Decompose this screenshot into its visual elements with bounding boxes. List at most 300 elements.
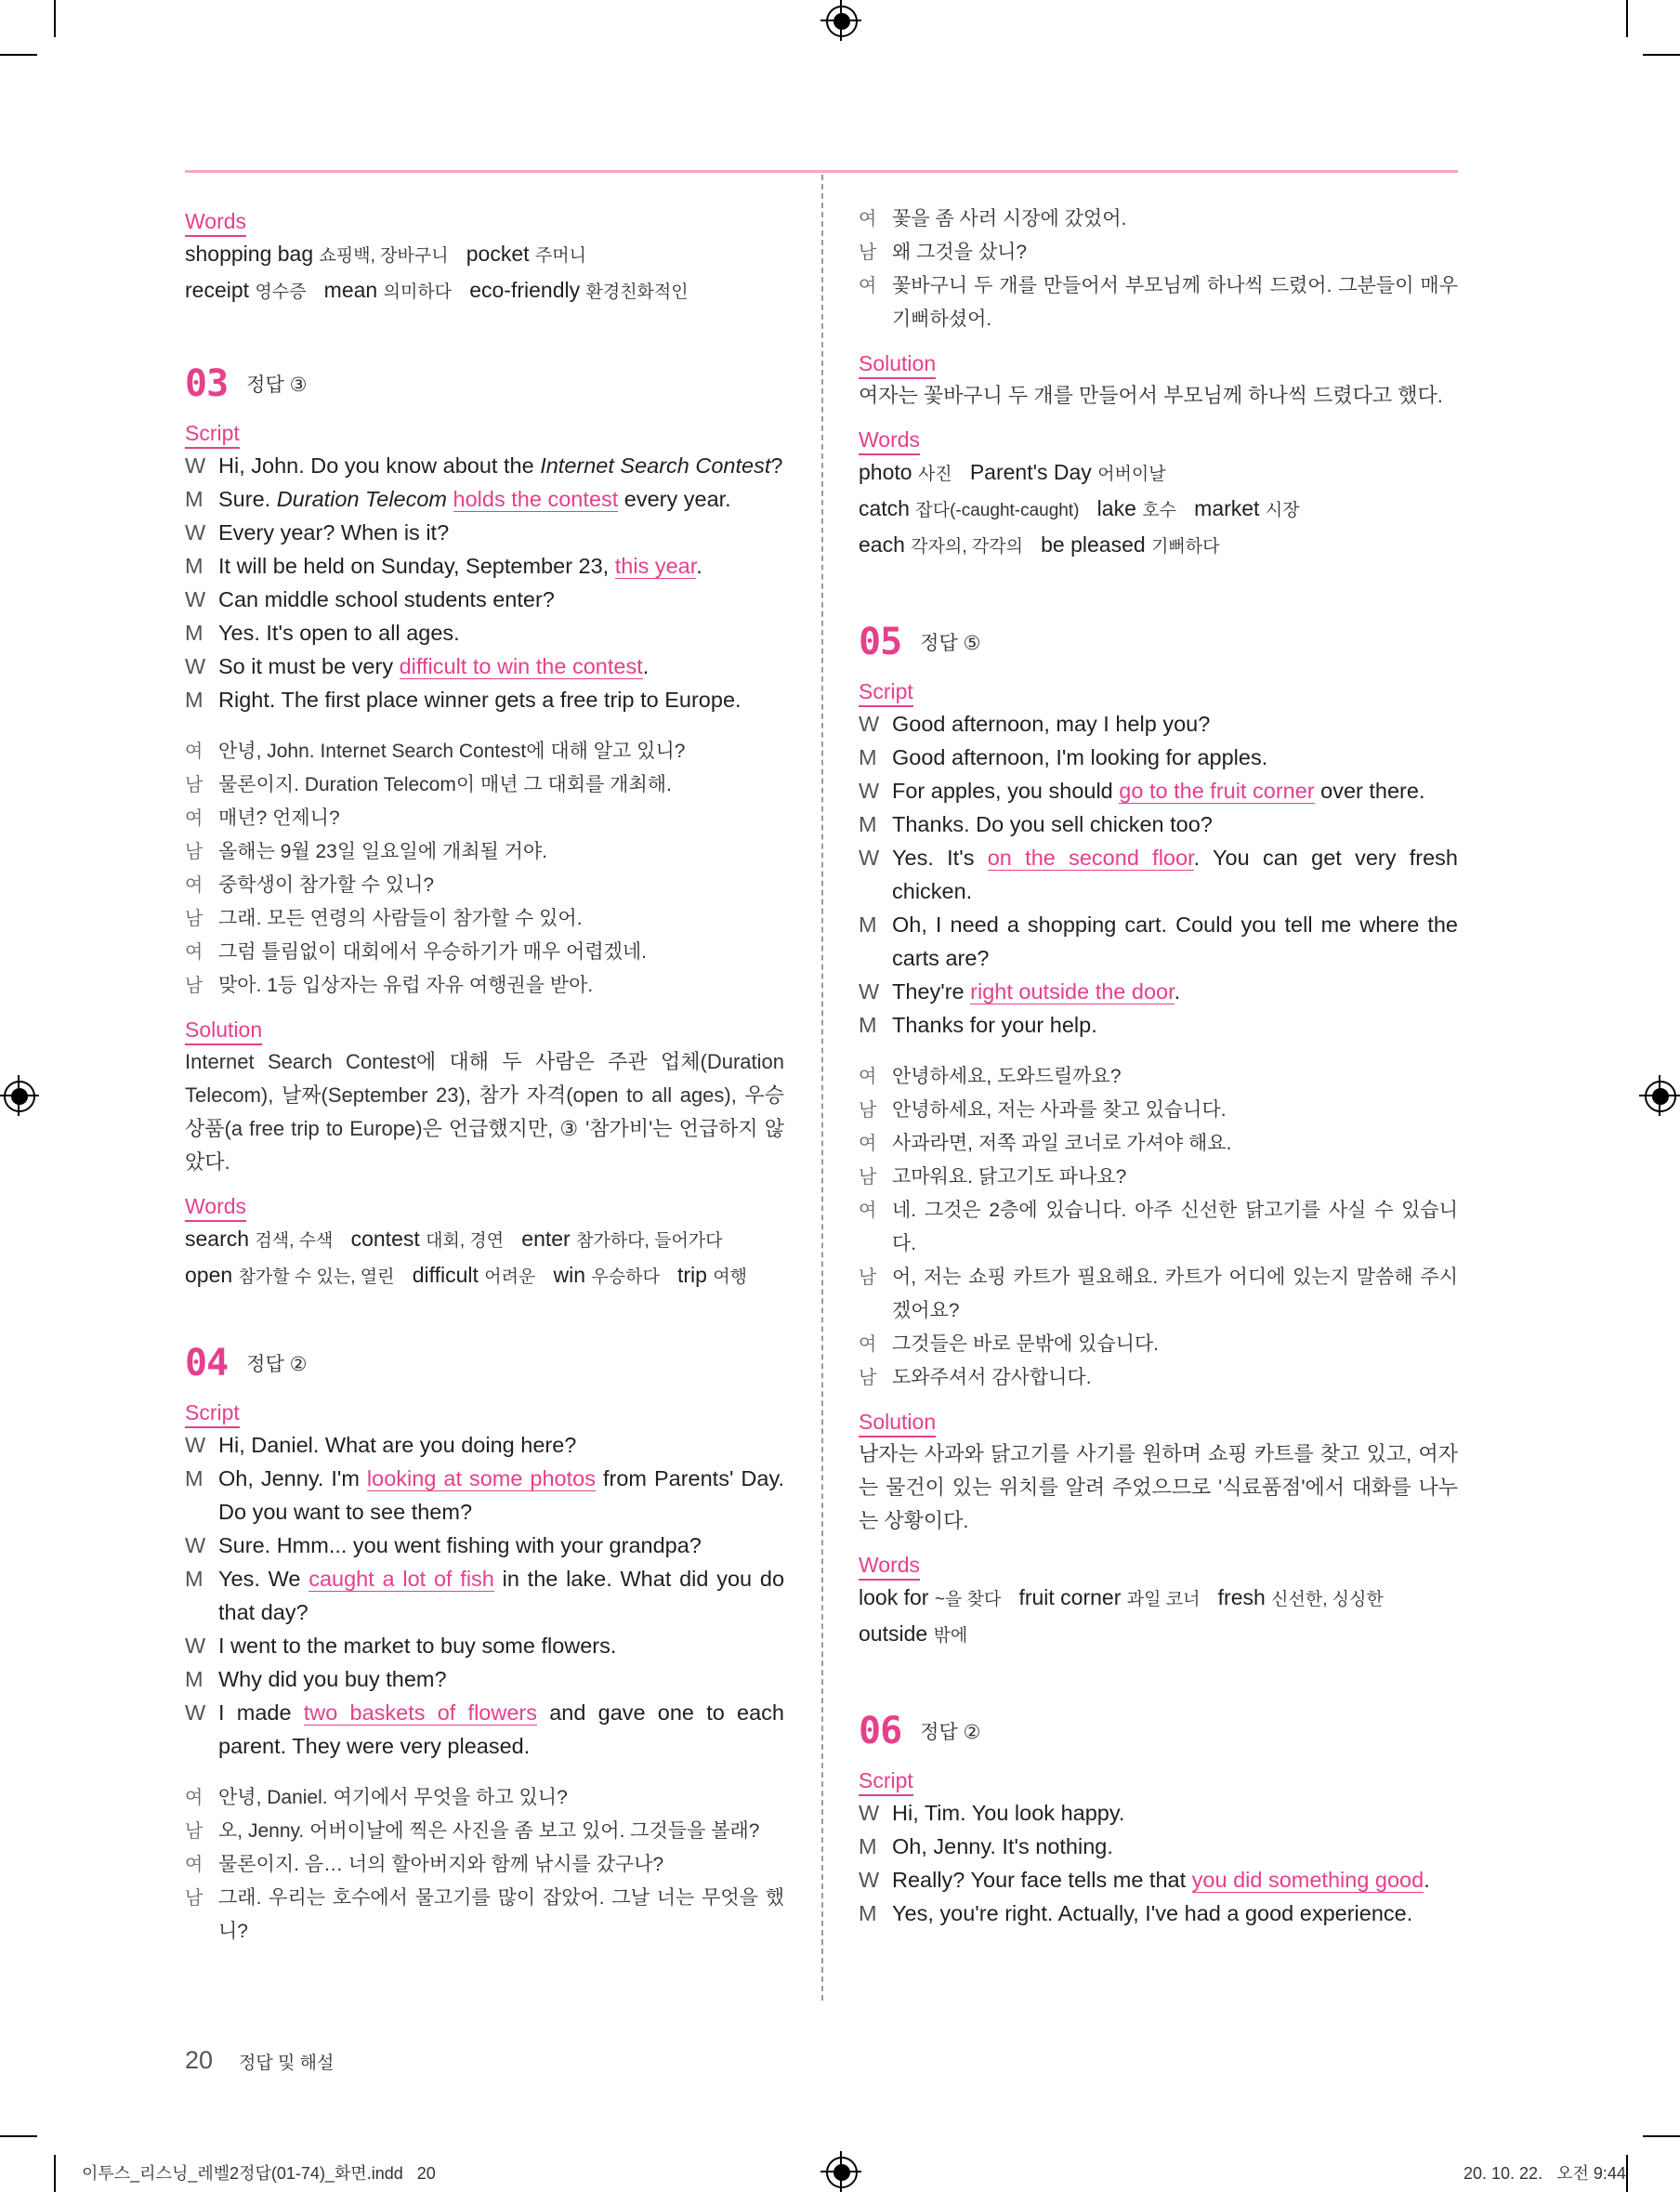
speaker-label: M	[185, 1567, 203, 1591]
translation-text: 도와주셔서 감사합니다.	[892, 1367, 1092, 1388]
registration-mark-icon	[4, 1081, 35, 1112]
word-english: difficult	[412, 1263, 479, 1287]
dialogue-text	[892, 975, 1458, 1008]
speaker-label: 여	[185, 1855, 203, 1875]
dialogue-line	[859, 774, 1458, 807]
word-english: catch	[859, 496, 910, 520]
word-english: lake	[1096, 496, 1136, 520]
dialogue-line	[859, 841, 1458, 908]
word-korean: 밖에	[933, 1626, 968, 1646]
word-english: pocket	[466, 242, 530, 266]
speaker-label: 남	[185, 842, 203, 862]
translation-line	[859, 1194, 1458, 1261]
word-english: each	[859, 532, 905, 557]
dialogue-line	[185, 650, 784, 683]
text-run: Sure. Hmm... you went fishing with your grandpa?	[218, 1533, 702, 1557]
translation-line	[185, 802, 784, 835]
speaker-label: W	[185, 654, 206, 678]
text-run: Why did you buy them?	[218, 1667, 447, 1691]
text-run: Really? Your face tells me that	[892, 1868, 1192, 1892]
dialogue-text	[218, 449, 784, 482]
translation-text: 올해는 9월 23일 일요일에 개최될 거야.	[218, 841, 548, 862]
translation-text: 맞아. 1등 입상자는 유럽 자유 여행권을 받아.	[218, 975, 594, 996]
registration-mark-icon	[826, 6, 858, 37]
word-korean: 시장	[1265, 501, 1300, 520]
dialogue-line	[859, 707, 1458, 741]
script-dialogue	[185, 1428, 784, 1763]
speaker-label: W	[185, 1700, 206, 1725]
text-run: Right. The first place winner gets a free trip to Europe.	[218, 688, 742, 712]
translation-line	[185, 936, 784, 969]
dialogue-line	[185, 616, 784, 650]
translation-line	[185, 1848, 784, 1882]
dialogue-text	[892, 807, 1458, 841]
dialogue-line	[185, 449, 784, 482]
speaker-label: W	[859, 1868, 880, 1892]
speaker-label: M	[859, 1834, 877, 1858]
answer-key: 정답 ③	[246, 374, 308, 396]
question-header	[859, 1705, 1458, 1757]
word-english: market	[1194, 496, 1260, 520]
translation-text: 네. 그것은 2층에 있습니다. 아주 신선한 닭고기를 사실 수 있습니다.	[892, 1200, 1458, 1254]
section-title: 정답 및 해설	[239, 2054, 335, 2073]
text-run: .	[1424, 1868, 1430, 1892]
translation-text: 꽃바구니 두 개를 만들어서 부모님께 하나씩 드렸어. 그분들이 매우 기뻐하셨어.	[892, 275, 1458, 330]
speaker-label: 여	[859, 276, 877, 296]
word-korean: 쇼핑백, 장바구니	[319, 246, 449, 266]
words-line	[185, 273, 784, 309]
word-english: enter	[521, 1227, 571, 1251]
words-list	[859, 455, 1458, 564]
words-label: Words	[185, 1192, 246, 1222]
translation-text: 물론이지. 음… 너의 할아버지와 함께 낚시를 갔구나?	[218, 1854, 664, 1875]
text-run: Yes. It's	[892, 846, 988, 870]
underlined-phrase: this year	[614, 554, 697, 578]
text-run: .	[642, 654, 650, 678]
dialogue-text	[218, 650, 784, 683]
word-english: look for	[859, 1585, 929, 1609]
dialogue-text	[892, 741, 1458, 774]
dialogue-line	[185, 1529, 784, 1562]
solution-label: Solution	[859, 349, 936, 379]
script-dialogue	[859, 1796, 1458, 1930]
translation-text: 그래. 우리는 호수에서 물고기를 많이 잡았어. 그날 너는 무엇을 했니?	[218, 1887, 784, 1942]
speaker-label: 여	[185, 742, 203, 762]
dialogue-line	[185, 1462, 784, 1529]
dialogue-text	[218, 1629, 784, 1662]
speaker-label: 여	[859, 1201, 877, 1221]
script-label: Script	[859, 1766, 913, 1796]
speaker-label: 여	[859, 1067, 877, 1087]
korean-translation	[185, 735, 784, 1003]
translation-text: 물론이지. Duration Telecom이 매년 그 대회를 개최해.	[218, 774, 672, 795]
word-english: win	[553, 1263, 585, 1287]
underlined-phrase: two baskets of flowers	[303, 1700, 537, 1725]
text-run: Oh, I need a shopping cart. Could you tell me where the carts are?	[892, 912, 1458, 970]
dialogue-line	[859, 1796, 1458, 1830]
speaker-label: M	[859, 745, 877, 769]
korean-translation	[185, 1781, 784, 1949]
word-korean: 검색, 수색	[255, 1231, 334, 1251]
word-korean: 영수증	[255, 282, 307, 302]
word-english: fresh	[1217, 1585, 1266, 1609]
translation-line	[185, 735, 784, 768]
file-slug: 이투스_리스닝_레벨2정답(01-74)_화면.indd 20	[82, 2164, 436, 2183]
words-list	[185, 1222, 784, 1294]
solution-text: 남자는 사과와 닭고기를 사기를 원하며 쇼핑 카트를 찾고 있고, 여자는 물건이 있는 위치를 알려 주었으므로 '식료품점'에서 대화를 나누는 상황이다.	[859, 1442, 1458, 1532]
speaker-label: W	[859, 1801, 880, 1825]
word-english: receipt	[185, 278, 250, 302]
word-korean: 어버이날	[1097, 465, 1166, 484]
translation-text: 오, Jenny. 어버이날에 찍은 사진을 좀 보고 있어. 그것들을 볼래?	[218, 1820, 760, 1842]
dialogue-text	[218, 482, 784, 516]
speaker-label: M	[185, 487, 203, 511]
dialogue-line	[185, 482, 784, 516]
dialogue-line	[185, 1562, 784, 1629]
translation-line	[185, 835, 784, 869]
translation-text: 그래. 모든 연령의 사람들이 참가할 수 있어.	[218, 908, 583, 929]
word-korean: 신선한, 싱싱한	[1271, 1590, 1384, 1609]
speaker-label: M	[185, 688, 203, 712]
word-korean: 우승하다	[591, 1267, 660, 1287]
question-number: 05	[859, 621, 902, 663]
dialogue-text	[892, 707, 1458, 741]
text-run: and gave one to each parent. They were very pleased.	[218, 1700, 784, 1758]
text-run: in the lake. What did you do that day?	[218, 1567, 785, 1624]
dialogue-line	[185, 549, 784, 583]
text-run: Oh, Jenny. I'm	[218, 1466, 367, 1490]
translation-line	[185, 1815, 784, 1848]
word-korean: 여행	[713, 1267, 748, 1287]
underlined-phrase: caught a lot of fish	[308, 1567, 494, 1591]
script-label: Script	[859, 677, 913, 707]
dialogue-line	[859, 975, 1458, 1008]
speaker-label: M	[859, 912, 877, 937]
registration-mark-icon	[826, 2157, 858, 2188]
words-line	[859, 492, 1458, 528]
underlined-phrase: on the second floor	[987, 846, 1194, 870]
translation-text: 어, 저는 쇼핑 카트가 필요해요. 카트가 어디에 있는지 말씀해 주시겠어요?	[892, 1267, 1458, 1321]
dialogue-text	[218, 1562, 784, 1629]
text-run: from Parents' Day. Do you want to see them?	[218, 1466, 784, 1524]
solution-label: Solution	[185, 1016, 262, 1045]
speaker-label: W	[859, 846, 880, 870]
speaker-label: M	[859, 812, 877, 836]
word-english: fruit corner	[1018, 1585, 1122, 1609]
speaker-label: M	[185, 554, 203, 578]
translation-line	[859, 1060, 1458, 1094]
word-english: shopping bag	[185, 242, 314, 266]
crop-mark	[1626, 0, 1628, 37]
translation-line	[185, 1882, 784, 1949]
speaker-label: 남	[185, 1888, 203, 1909]
dialogue-text	[892, 1830, 1458, 1863]
speaker-label: 남	[185, 1821, 203, 1842]
speaker-label: W	[859, 779, 880, 803]
question-05	[859, 616, 1458, 1653]
word-korean: 어려운	[484, 1267, 536, 1287]
speaker-label: 남	[859, 243, 877, 263]
text-run: Hi, Tim. You look happy.	[892, 1801, 1125, 1825]
underlined-phrase: holds the contest	[453, 487, 619, 511]
speaker-label: M	[859, 1901, 877, 1925]
underlined-phrase: go to the fruit corner	[1119, 779, 1315, 803]
word-korean: 잡다(-caught-caught)	[915, 501, 1080, 520]
korean-translation	[859, 1060, 1458, 1395]
text-run: I made	[218, 1700, 304, 1725]
word-korean: ~을 찾다	[934, 1590, 1002, 1609]
translation-line	[859, 1361, 1458, 1395]
dialogue-text	[218, 1529, 784, 1562]
translation-line	[185, 902, 784, 936]
dialogue-text	[892, 1008, 1458, 1042]
translation-line	[859, 203, 1458, 236]
speaker-label: 여	[185, 875, 203, 896]
speaker-label: M	[185, 1667, 203, 1691]
speaker-label: 여	[185, 942, 203, 963]
text-run: .	[696, 554, 702, 578]
speaker-label: W	[185, 1634, 206, 1658]
text-run: Sure.	[218, 487, 277, 511]
words-line	[185, 1258, 784, 1294]
translation-line	[859, 236, 1458, 269]
word-korean: 기뻐하다	[1151, 537, 1220, 557]
words-line	[185, 1222, 784, 1258]
text-run	[447, 487, 453, 511]
speaker-label: 남	[859, 1267, 877, 1288]
words-label: Words	[859, 1551, 920, 1581]
speaker-label: W	[185, 1433, 206, 1457]
question-number: 06	[859, 1710, 902, 1752]
speaker-label: 남	[859, 1167, 877, 1188]
translation-text: 꽃을 좀 사러 시장에 갔었어.	[892, 208, 1127, 230]
translation-line	[859, 269, 1458, 336]
print-datetime: 20. 10. 22. 오전 9:44	[1463, 2164, 1626, 2183]
word-korean: 사진	[917, 465, 952, 484]
question-06	[859, 1705, 1458, 1930]
question-number: 03	[185, 362, 229, 405]
text-run: . You can get very fresh chicken.	[892, 846, 1459, 903]
text-run: Good afternoon, I'm looking for apples.	[892, 745, 1268, 769]
speaker-label: W	[185, 587, 206, 611]
words-list	[859, 1581, 1458, 1653]
words-line	[859, 1617, 1458, 1653]
word-korean: 주머니	[534, 246, 586, 266]
crop-mark	[1643, 2135, 1680, 2137]
dialogue-line	[185, 1696, 784, 1763]
dialogue-line	[859, 1897, 1458, 1930]
solution-text: 여자는 꽃바구니 두 개를 만들어서 부모님께 하나씩 드렸다고 했다.	[859, 384, 1443, 407]
speaker-label: W	[185, 453, 206, 478]
answer-key: 정답 ②	[246, 1354, 308, 1375]
speaker-label: 여	[185, 808, 203, 829]
crop-mark	[0, 2135, 37, 2137]
crop-mark	[1626, 2155, 1628, 2192]
script-label: Script	[185, 1398, 240, 1428]
translation-line	[185, 869, 784, 902]
dialogue-text	[218, 683, 784, 716]
text-run: Duration Telecom	[276, 487, 448, 511]
word-korean: 대회, 경연	[426, 1231, 505, 1251]
dialogue-text	[218, 1462, 784, 1529]
header-rule	[185, 170, 1458, 173]
text-run: .	[1174, 979, 1181, 1004]
speaker-label: 남	[859, 1100, 877, 1121]
text-run: Yes. It's open to all ages.	[218, 621, 460, 645]
question-04	[185, 1337, 784, 1949]
speaker-label: M	[185, 1466, 203, 1490]
underlined-phrase: right outside the door	[970, 979, 1175, 1004]
dialogue-text	[892, 774, 1458, 807]
top-words-block	[185, 207, 784, 309]
dialogue-line	[859, 908, 1458, 975]
text-run: Internet Search Contest	[540, 453, 771, 478]
translation-line	[859, 1161, 1458, 1194]
word-english: open	[185, 1263, 233, 1287]
text-run: It will be held on Sunday, September 23,	[218, 554, 615, 578]
korean-translation-continued	[859, 203, 1458, 336]
speaker-label: 여	[859, 1334, 877, 1355]
translation-text: 중학생이 참가할 수 있니?	[218, 874, 435, 896]
underlined-phrase: looking at some photos	[366, 1466, 596, 1490]
dialogue-line	[185, 516, 784, 549]
dialogue-text	[892, 1863, 1458, 1897]
column-divider	[821, 175, 823, 2001]
solution-label: Solution	[859, 1408, 936, 1437]
speaker-label: W	[859, 979, 880, 1004]
translation-line	[185, 768, 784, 802]
speaker-label: 남	[859, 1368, 877, 1388]
translation-line	[859, 1261, 1458, 1328]
script-label: Script	[185, 419, 240, 449]
dialogue-line	[185, 1662, 784, 1696]
word-english: search	[185, 1227, 250, 1251]
text-run: Can middle school students enter?	[218, 587, 555, 611]
words-list	[185, 237, 784, 309]
speaker-label: M	[859, 1013, 877, 1037]
dialogue-text	[892, 841, 1458, 908]
translation-text: 안녕, Daniel. 여기에서 무엇을 하고 있니?	[218, 1787, 568, 1808]
dialogue-text	[218, 549, 784, 583]
word-korean: 과일 코너	[1126, 1590, 1201, 1609]
dialogue-line	[185, 1629, 784, 1662]
translation-line	[185, 1781, 784, 1815]
translation-text: 왜 그것을 샀니?	[892, 242, 1028, 263]
text-run: They're	[892, 979, 971, 1004]
word-korean: 호수	[1142, 501, 1176, 520]
dialogue-text	[218, 1428, 784, 1462]
text-run: over there.	[1314, 779, 1425, 803]
words-line	[859, 1581, 1458, 1617]
dialogue-line	[859, 807, 1458, 841]
left-column	[185, 207, 784, 1949]
word-english: photo	[859, 460, 912, 484]
speaker-label: 여	[185, 1788, 203, 1808]
script-dialogue	[185, 449, 784, 716]
text-run: Thanks. Do you sell chicken too?	[892, 812, 1213, 836]
underlined-phrase: you did something good	[1191, 1868, 1424, 1892]
question-header	[859, 616, 1458, 668]
question-03	[185, 358, 784, 1294]
dialogue-text	[218, 616, 784, 650]
translation-line	[859, 1127, 1458, 1161]
right-column	[859, 203, 1458, 1930]
translation-text: 매년? 언제니?	[218, 807, 340, 829]
question-header	[185, 358, 784, 410]
page-number: 20	[185, 2046, 214, 2074]
translation-text: 고마워요. 닭고기도 파나요?	[892, 1166, 1127, 1188]
word-korean: 각자의, 각각의	[911, 537, 1023, 557]
underlined-phrase: difficult to win the contest	[399, 654, 643, 678]
speaker-label: 여	[859, 1134, 877, 1154]
dialogue-line	[859, 1008, 1458, 1042]
dialogue-line	[859, 741, 1458, 774]
word-korean: 의미하다	[383, 282, 453, 302]
translation-text: 그것들은 바로 문밖에 있습니다.	[892, 1333, 1160, 1355]
crop-mark	[1643, 54, 1680, 56]
crop-mark	[0, 54, 37, 56]
words-line	[859, 528, 1458, 564]
words-line	[185, 237, 784, 273]
word-english: trip	[676, 1263, 707, 1287]
dialogue-line	[859, 1830, 1458, 1863]
text-run: For apples, you should	[892, 779, 1120, 803]
word-korean: 참가하다, 들어가다	[576, 1231, 723, 1251]
translation-text: 그럼 틀림없이 대회에서 우승하기가 매우 어렵겠네.	[218, 941, 648, 963]
question-header	[185, 1337, 784, 1389]
registration-mark-icon	[1645, 1081, 1676, 1112]
word-korean: 참가할 수 있는, 열린	[238, 1267, 395, 1287]
translation-text: 사과라면, 저쪽 과일 코너로 가셔야 해요.	[892, 1133, 1232, 1154]
dialogue-line	[185, 1428, 784, 1462]
translation-line	[185, 969, 784, 1003]
word-english: outside	[859, 1621, 928, 1646]
speaker-label: W	[185, 520, 206, 545]
text-run: Thanks for your help.	[892, 1013, 1097, 1037]
text-run: Yes. We	[218, 1567, 309, 1591]
dialogue-text	[218, 583, 784, 616]
word-english: eco-friendly	[469, 278, 581, 302]
dialogue-text	[218, 1662, 784, 1696]
word-english: Parent's Day	[969, 460, 1092, 484]
page-footer	[185, 2046, 334, 2075]
speaker-label: 남	[185, 909, 203, 929]
dialogue-text	[218, 516, 784, 549]
translation-text: 안녕하세요, 도와드릴까요?	[892, 1066, 1122, 1087]
dialogue-text	[892, 1796, 1458, 1830]
speaker-label: W	[185, 1533, 206, 1557]
translation-line	[859, 1328, 1458, 1361]
words-label: Words	[185, 207, 246, 237]
text-run: Every year? When is it?	[218, 520, 450, 545]
text-run: Yes, you're right. Actually, I've had a good experience.	[892, 1901, 1413, 1925]
dialogue-text	[218, 1696, 784, 1763]
text-run: I went to the market to buy some flowers.	[218, 1634, 617, 1658]
word-korean: 환경친화적인	[585, 282, 689, 302]
text-run: So it must be very	[218, 654, 400, 678]
text-run: Oh, Jenny. It's nothing.	[892, 1834, 1113, 1858]
words-line	[859, 455, 1458, 492]
text-run: Hi, John. Do you know about the	[218, 453, 541, 478]
solution-text: Internet Search Contest에 대해 두 사람은 주관 업체(Duration Telecom), 날짜(September 23), 참가 자격(open to all ages), 우승 상품(a free trip to Europe)은 언급했지만, ③ '참가비'는 언급하지 않았다.	[185, 1050, 784, 1174]
dialogue-line	[185, 683, 784, 716]
translation-line	[859, 1094, 1458, 1127]
dialogue-text	[892, 1897, 1458, 1930]
text-run: ?	[770, 453, 783, 478]
speaker-label: 남	[185, 775, 203, 795]
text-run: Hi, Daniel. What are you doing here?	[218, 1433, 577, 1457]
translation-text: 안녕하세요, 저는 사과를 찾고 있습니다.	[892, 1099, 1227, 1121]
